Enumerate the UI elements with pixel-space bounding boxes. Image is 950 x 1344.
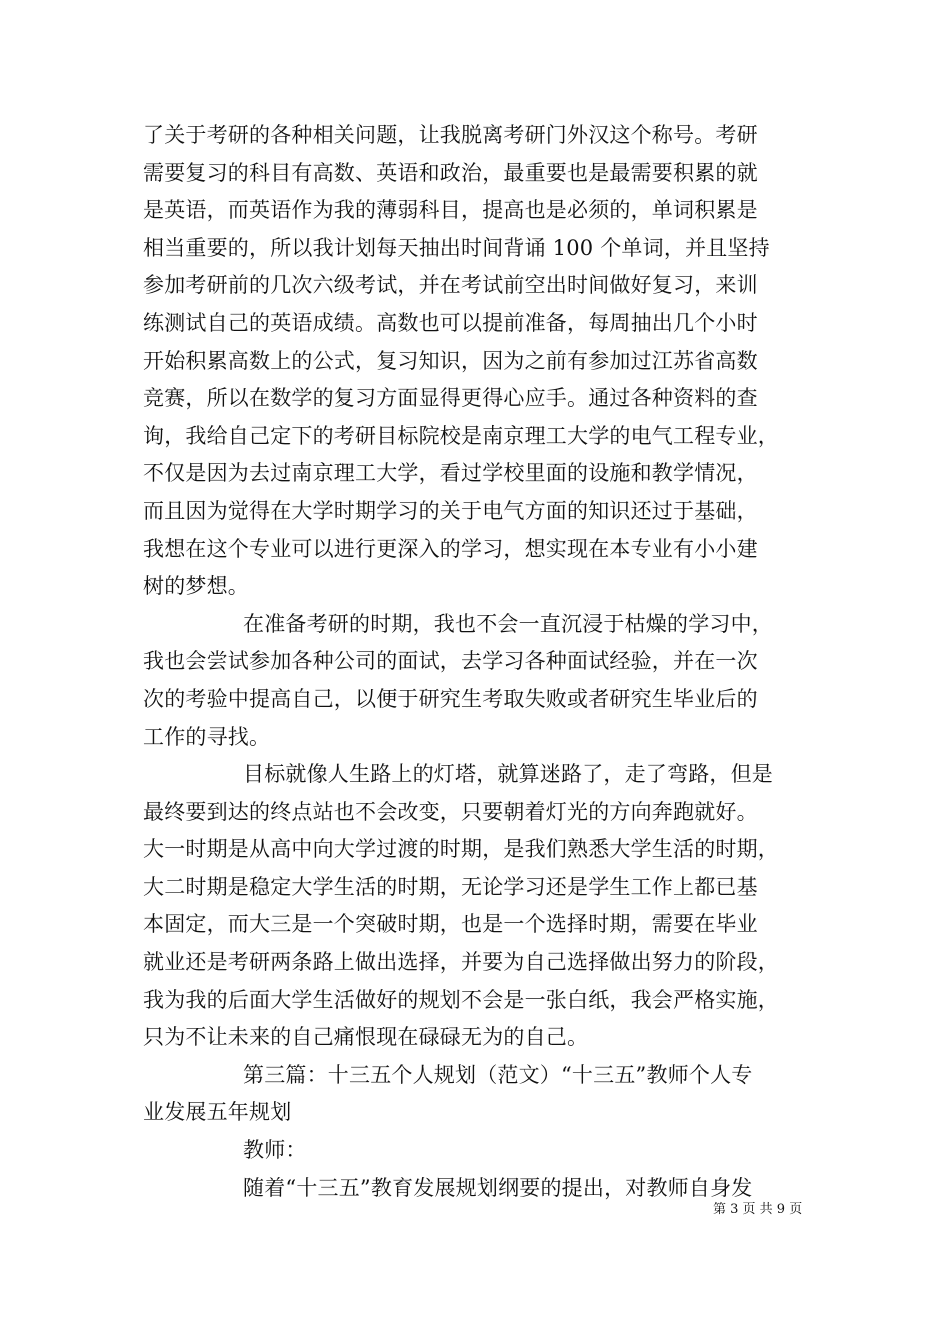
text-line: 不仅是因为去过南京理工大学，看过学校里面的设施和教学情况， (143, 461, 758, 486)
text-line: 就业还是考研两条路上做出选择，并要为自己选择做出努力的阶段， (143, 950, 779, 975)
paragraph-start-line: 在准备考研的时期，我也不会一直沉浸于枯燥的学习中， (243, 611, 773, 636)
paragraph-start-line: 随着“十三五”教育发展规划纲要的提出，对教师自身发 (243, 1175, 753, 1200)
text-line: 只为不让未来的自己痛恨现在碌碌无为的自己。 (143, 1025, 589, 1050)
text-line: 我也会尝试参加各种公司的面试，去学习各种面试经验，并在一次 (143, 649, 758, 674)
text-line: 树的梦想。 (143, 574, 249, 599)
text-line: 了关于考研的各种相关问题，让我脱离考研门外汉这个称号。考研 (143, 123, 758, 147)
text-line: 我想在这个专业可以进行更深入的学习，想实现在本专业有小小建 (143, 536, 758, 561)
text-line: 练测试自己的英语成绩。高数也可以提前准备，每周抽出几个小时 (143, 310, 758, 335)
text-line: 次的考验中提高自己，以便于研究生考取失败或者研究生毕业后的 (143, 686, 758, 711)
text-line: 本固定，而大三是一个突破时期，也是一个选择时期，需要在毕业 (143, 912, 758, 937)
text-line: 开始积累高数上的公式，复习知识，因为之前有参加过江苏省高数 (143, 348, 758, 373)
text-line: 参加考研前的几次六级考试，并在考试前空出时间做好复习，来训 (143, 273, 758, 298)
paragraph-start-line: 教师： (243, 1138, 307, 1163)
page-footer: 第 3 页 共 9 页 (713, 1202, 803, 1217)
text-line: 是英语，而英语作为我的薄弱科目，提高也是必须的，单词积累是 (143, 198, 758, 223)
text-line: 需要复习的科目有高数、英语和政治，最重要也是最需要积累的就 (143, 160, 758, 185)
text-line: 询，我给自己定下的考研目标院校是南京理工大学的电气工程专业， (143, 423, 779, 448)
text-line: 竞赛，所以在数学的复习方面显得更得心应手。通过各种资料的查 (143, 386, 758, 411)
text-line: 大一时期是从高中向大学过渡的时期，是我们熟悉大学生活的时期， (143, 837, 779, 862)
text-line: 相当重要的，所以我计划每天抽出时间背诵 100 个单词，并且坚持 (143, 235, 770, 260)
text-line: 大二时期是稳定大学生活的时期，无论学习还是学生工作上都已基 (143, 874, 758, 899)
text-line: 而且因为觉得在大学时期学习的关于电气方面的知识还过于基础， (143, 498, 758, 523)
section-heading-line: 第三篇：十三五个人规划（范文）“十三五”教师个人专 (243, 1062, 753, 1087)
section-heading-line: 业发展五年规划 (143, 1100, 292, 1125)
text-line: 最终要到达的终点站也不会改变，只要朝着灯光的方向奔跑就好。 (143, 799, 758, 824)
body-text (143, 117, 823, 1207)
text-line: 工作的寻找。 (143, 724, 271, 749)
paragraph-start-line: 目标就像人生路上的灯塔，就算迷路了，走了弯路，但是 (243, 762, 773, 787)
text-line: 我为我的后面大学生活做好的规划不会是一张白纸，我会严格实施， (143, 987, 779, 1012)
